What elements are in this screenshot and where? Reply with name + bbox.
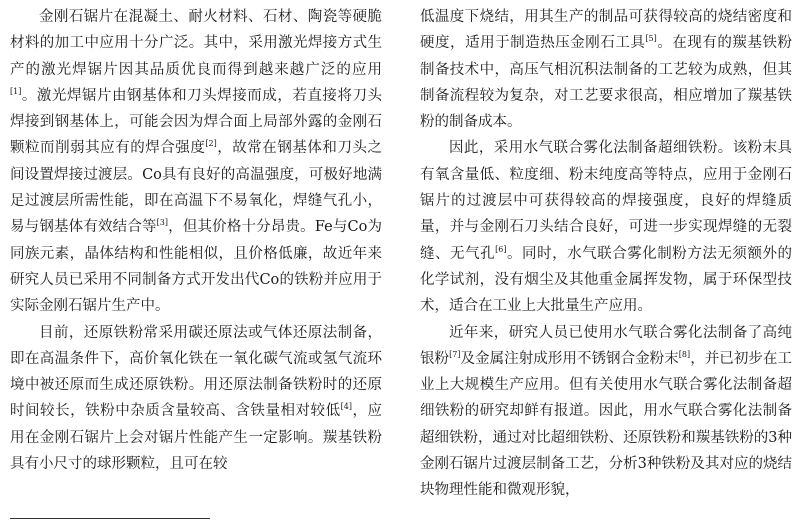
paragraph-reduced-iron bbox=[10, 320, 382, 478]
footnote-divider bbox=[10, 518, 210, 519]
paragraph-carbonyl-continued bbox=[420, 4, 792, 135]
citation-ref[interactable]: [6] bbox=[495, 244, 507, 254]
text-run: ，并已初步在工业上大规模生产应用。但有关使用水气联合雾化法制备超细铁粉的研究却鲜有报道。因此，用水气联合雾化法制备超细铁粉，通过对比超细铁粉、还原铁粉和羰基铁粉的3种金刚石锯片过渡层制备工艺，分析3种铁粉及其对应的烧结块物理性能和微观形貌， bbox=[420, 350, 793, 499]
text-run: ，故常在钢基体和刀头之间设置焊接过渡层。Co具有良好的高温强度，可极好地满足过渡层所需性能，即在高温下不易氧化，焊缝气孔小，易与钢基体有效结合等 bbox=[10, 140, 383, 236]
citation-ref[interactable]: [3] bbox=[156, 218, 168, 228]
citation-ref[interactable]: [8] bbox=[678, 349, 691, 359]
right-column bbox=[420, 4, 792, 504]
text-run: 目前，还原铁粉常采用碳还原法或气体还原法制备，即在高温条件下，高价氧化铁在一氧化碳气流或氢气流环境中被还原而生成还原铁粉。用还原法制备铁粉时的还原时间较长，铁粉中杂质含量较高、含铁量相对较低 bbox=[10, 324, 382, 420]
text-run: 。同时，水气联合雾化制粉方法无须额外的化学试剂，没有烟尘及其他重金属挥发物，属于环保型技术，适合在工业上大批量生产应用。 bbox=[420, 245, 793, 315]
paragraph-atomization bbox=[420, 135, 792, 319]
text-run: 。在现有的羰基铁粉制备技术中，高压气相沉积法制备的工艺较为成熟，但其制备流程较为复杂，对工艺要求很高，相应增加了羰基铁粉的制备成本。 bbox=[420, 35, 793, 131]
text-run: 低温度下烧结，用其生产的制品可获得较高的烧结密度和硬度，适用于制造热压金刚石工具 bbox=[420, 9, 792, 52]
citation-ref[interactable]: [5] bbox=[645, 34, 657, 44]
text-run: 及金属注射成形用不锈钢合金粉末 bbox=[460, 350, 679, 367]
citation-ref[interactable]: [2] bbox=[205, 139, 217, 149]
text-run: 金刚石锯片在混凝土、耐火材料、石材、陶瓷等硬脆材料的加工中应用十分广泛。其中，采用激光焊接方式生产的激光焊锯片因其品质优良而得到越来越广泛的应用 bbox=[10, 9, 382, 78]
citation-ref[interactable]: [7] bbox=[449, 349, 461, 359]
text-run: 近年来，研究人员已使用水气联合雾化法制备了高纯银粉 bbox=[420, 324, 792, 367]
paragraph-intro bbox=[10, 4, 382, 320]
text-run: 因此，采用水气联合雾化法制备超细铁粉。该粉末具有氧含量低、粒度细、粉末纯度高等特点，应用于金刚石锯片的过渡层中可获得较高的焊接强度，良好的焊缝质量，并与金刚石刀头结合良好，可进一步实现焊缝的无裂缝、无气孔 bbox=[420, 140, 792, 262]
citation-ref[interactable]: [1] bbox=[10, 86, 22, 96]
text-run: ，应用在金刚石锯片上会对锯片性能产生一定影响。羰基铁粉具有小尺寸的球形颗粒，且可在较 bbox=[10, 403, 383, 473]
left-column bbox=[10, 4, 382, 477]
paragraph-recent-research bbox=[420, 320, 792, 504]
citation-ref[interactable]: [4] bbox=[340, 402, 352, 412]
text-run: ，但其价格十分昂贵。Fe与Co为同族元素，晶体结构和性能相似，且价格低廉，故近年来研究人员已采用不同制备方式开发出代Co的铁粉并应用于实际金刚石锯片生产中。 bbox=[10, 219, 382, 315]
text-run: 。激光焊锯片由钢基体和刀头焊接而成，若直接将刀头焊接到钢基体上，可能会因为焊合面上局部外露的金刚石颗粒而削弱其应有的焊合强度 bbox=[10, 87, 382, 157]
